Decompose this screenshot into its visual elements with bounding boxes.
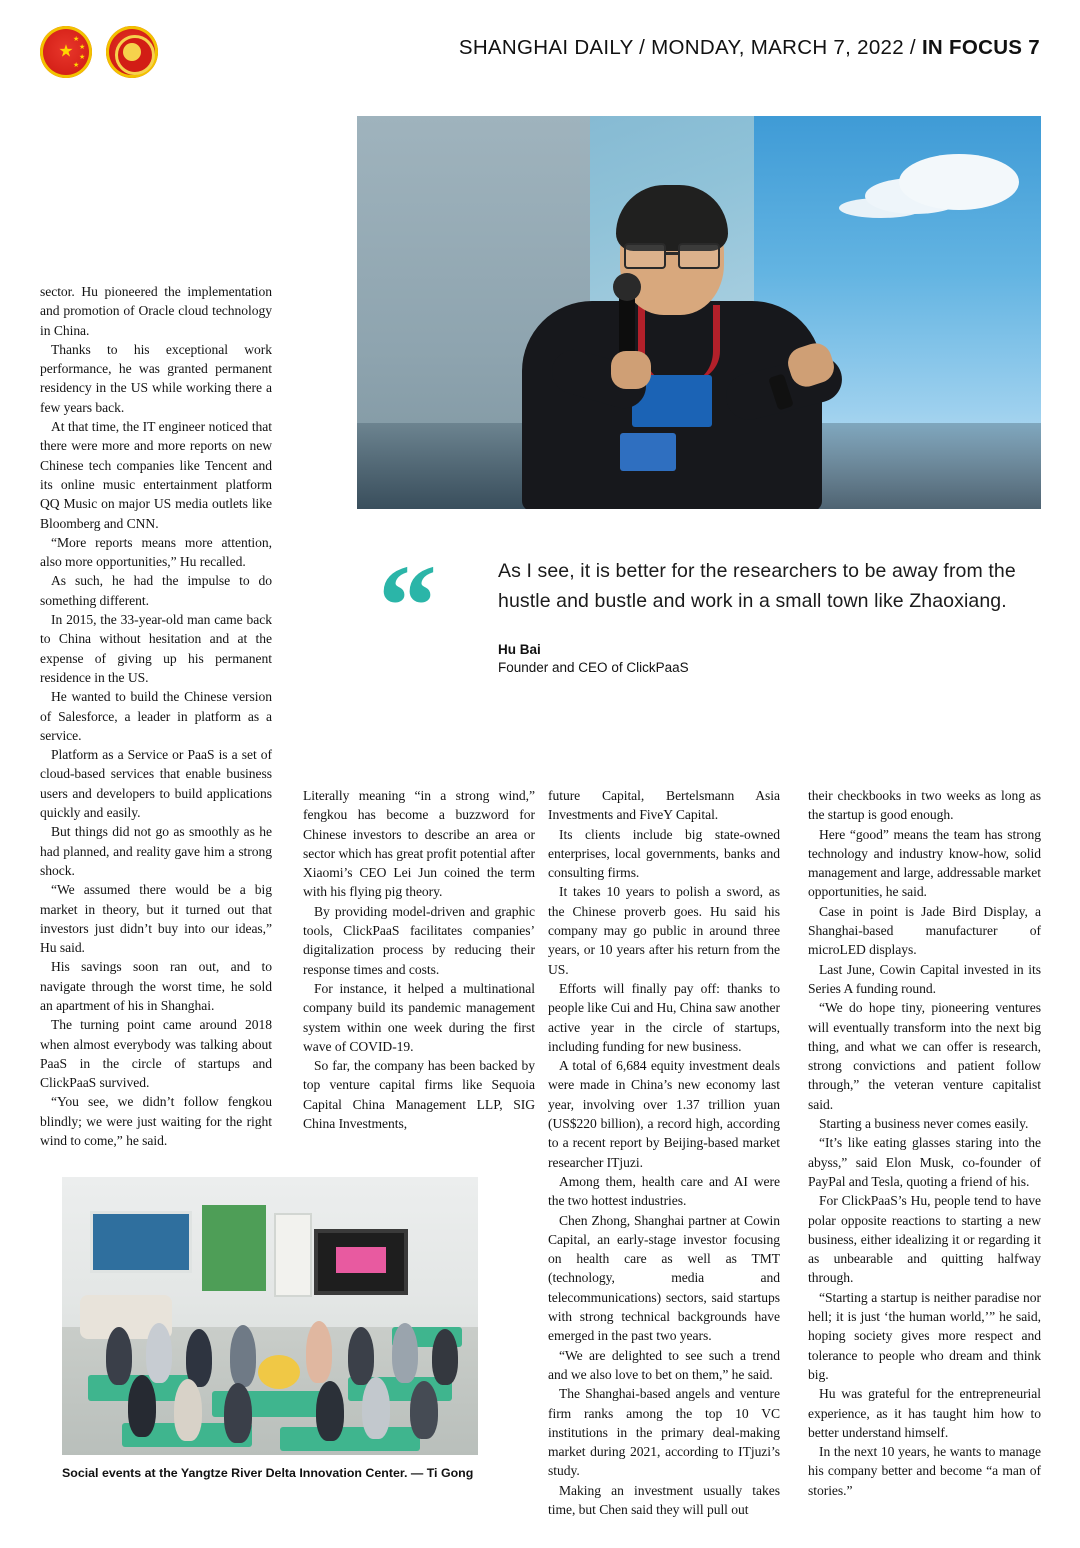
article-column-4 [808, 786, 1041, 1500]
article-paragraph: For instance, it helped a multinational company build its pandemic management system within one week during the first wave of COVID-19. [303, 980, 535, 1054]
quote-mark-icon: “ [378, 540, 437, 671]
article-paragraph: The turning point came around 2018 when almost everybody was talking about PaaS in the circle of startups and ClickPaaS survived. [40, 1017, 272, 1091]
article-paragraph: “More reports means more attention, also more opportunities,” Hu recalled. [40, 534, 272, 570]
article-paragraph: But things did not go as smoothly as he had planned, and reality gave him a strong shock. [40, 824, 272, 878]
article-column-1 [40, 282, 272, 1150]
pull-quote [378, 540, 1038, 675]
article-paragraph: A total of 6,684 equity investment deals were made in China’s new economy last year, involving over 1.37 trillion yuan (US$220 billion), a record high, according to a recent report by Beijing-based market researcher ITjuzi. [548, 1058, 780, 1170]
article-paragraph: As such, he had the impulse to do something different. [40, 573, 272, 608]
wall-display-icon [90, 1211, 192, 1273]
article-paragraph: Hu was grateful for the entrepreneurial experience, as it has taught him how to better understand himself. [808, 1386, 1041, 1440]
hero-photo [357, 116, 1041, 509]
article-paragraph: Its clients include big state-owned enterprises, local governments, banks and consulting firms. [548, 826, 780, 881]
article-paragraph: It takes 10 years to polish a sword, as the Chinese proverb goes. Hu said his company may go public in around three years, or 10 years after his return from the US. [548, 884, 780, 977]
article-paragraph: For ClickPaaS’s Hu, people tend to have polar opposite reactions to starting a new business, either idealizing it or regarding it as unbearable and quitting halfway through. [808, 1193, 1041, 1286]
article-paragraph: “Starting a startup is neither paradise nor hell; it is just ‘the human world,’” he said, hoping society gives more respect and tolerance to people who dream and think big. [808, 1289, 1041, 1382]
pull-quote-attribution-role: Founder and CEO of ClickPaaS [498, 660, 689, 675]
article-paragraph: “We assumed there would be a big market in theory, but it turned out that investors just didn’t buy into our ideas,” Hu said. [40, 882, 272, 956]
article-paragraph: Chen Zhong, Shanghai partner at Cowin Capital, an early-stage investor focusing on health care as well as TMT (technology, media and telecommunications) sectors, said startups with strong technical backgrounds have emerged in the past two years. [548, 1212, 780, 1344]
masthead-title [459, 36, 1040, 60]
article-paragraph: Thanks to his exceptional work performance, he was granted permanent residency in the US while working there a few years back. [40, 341, 272, 415]
article-paragraph: “We do hope tiny, pioneering ventures will eventually transform into the next big thing, and what we can offer is research, strong convictions and patient follow through,” the veteran venture capitalist said. [808, 1000, 1041, 1112]
article-paragraph: “It’s like eating glasses staring into the abyss,” said Elon Musk, co-founder of PayPal and Tesla, quoting a friend of his. [808, 1135, 1041, 1189]
article-paragraph: Last June, Cowin Capital invested in its Series A funding round. [808, 961, 1041, 996]
article-paragraph: So far, the company has been backed by top venture capital firms like Sequoia Capital China Management LLP, SIG China Investments, [303, 1058, 535, 1132]
glasses-icon [624, 243, 720, 265]
masthead [40, 26, 1040, 84]
article-paragraph: Among them, health care and AI were the two hottest industries. [548, 1173, 780, 1209]
article-paragraph: The Shanghai-based angels and venture firm ranks among the top 10 VC institutions in the primary deal-making market during 2021, according to ITjuzi’s study. [548, 1386, 780, 1479]
china-national-flag-emblem-icon: ★ ★ ★ ★ ★ [40, 26, 92, 78]
article-paragraph: Case in point is Jade Bird Display, a Shanghai-based manufacturer of microLED displays. [808, 903, 1041, 958]
article-paragraph: Here “good” means the team has strong technology and industry know-how, solid management and large, addressable market opportunities, he said. [808, 826, 1041, 900]
masthead-date: MONDAY, MARCH 7, 2022 [651, 36, 904, 59]
tv-monitor-icon [314, 1229, 408, 1295]
speaker-figure [507, 169, 837, 509]
article-paragraph: In the next 10 years, he wants to manage his company better and become “a man of stories.” [808, 1444, 1041, 1498]
article-paragraph: Platform as a Service or PaaS is a set of cloud-based services that enable business users and developers to build applications quickly and easily. [40, 747, 272, 821]
bottom-photo-caption: Social events at the Yangtze River Delta Innovation Center. — Ti Gong [62, 1466, 474, 1480]
article-paragraph: Efforts will finally pay off: thanks to people like Cui and Hu, China saw another active year in the circle of startups, including funding for new business. [548, 980, 781, 1054]
cppcc-emblem-icon [106, 26, 158, 78]
article-column-2 [303, 786, 535, 1133]
article-paragraph: In 2015, the 33-year-old man came back to China without hesitation and at the expense of giving up his permanent residence in the US. [40, 612, 272, 685]
masthead-sep-1: / [633, 36, 652, 59]
page-number: 7 [1028, 36, 1040, 59]
masthead-publication: SHANGHAI DAILY [458, 36, 634, 59]
article-paragraph: future Capital, Bertelsmann Asia Investments and FiveY Capital. [548, 788, 780, 823]
article-paragraph: By providing model-driven and graphic tools, ClickPaaS facilitates companies’ digitalization process by reducing their response times and costs. [303, 903, 535, 977]
article-column-3 [548, 786, 780, 1519]
pull-quote-text: As I see, it is better for the researchers to be away from the hustle and bustle and work in a small town like Zhaoxiang. [498, 560, 1016, 612]
article-paragraph: His savings soon ran out, and to navigate through the worst time, he sold an apartment of his in Shanghai. [40, 959, 272, 1013]
article-paragraph: He wanted to build the Chinese version of Salesforce, a leader in platform as a service. [40, 689, 272, 743]
article-paragraph: “You see, we didn’t follow fengkou blindly; we were just waiting for the right wind to come,” he said. [40, 1094, 272, 1149]
article-paragraph: their checkbooks in two weeks as long as the startup is good enough. [808, 788, 1041, 823]
article-paragraph: At that time, the IT engineer noticed that there were more and more reports on new Chinese tech companies like Tencent and its online music entertainment platform QQ Music on major US media outlets like Bloomberg and CNN. [40, 419, 272, 531]
masthead-emblems [40, 26, 158, 78]
article-paragraph: Literally meaning “in a strong wind,” fengkou has become a buzzword for Chinese investors to describe an area or sector which has great profit potential after Xiaomi’s CEO Lei Jun coined the term with his flying pig theory. [303, 788, 535, 900]
bottom-photo [62, 1177, 478, 1455]
pull-quote-attribution-name: Hu Bai [498, 642, 541, 657]
article-paragraph: Making an investment usually takes time, but Chen said they will pull out [548, 1482, 780, 1517]
cloud-shape [899, 154, 1019, 210]
masthead-section: IN FOCUS [921, 36, 1023, 59]
article-paragraph: sector. Hu pioneered the implementation and promotion of Oracle cloud technology in China. [40, 284, 272, 338]
masthead-sep-2: / [903, 36, 922, 59]
article-paragraph: Starting a business never comes easily. [819, 1116, 1029, 1132]
article-paragraph: “We are delighted to see such a trend and we also love to bet on them,” he said. [548, 1347, 780, 1382]
